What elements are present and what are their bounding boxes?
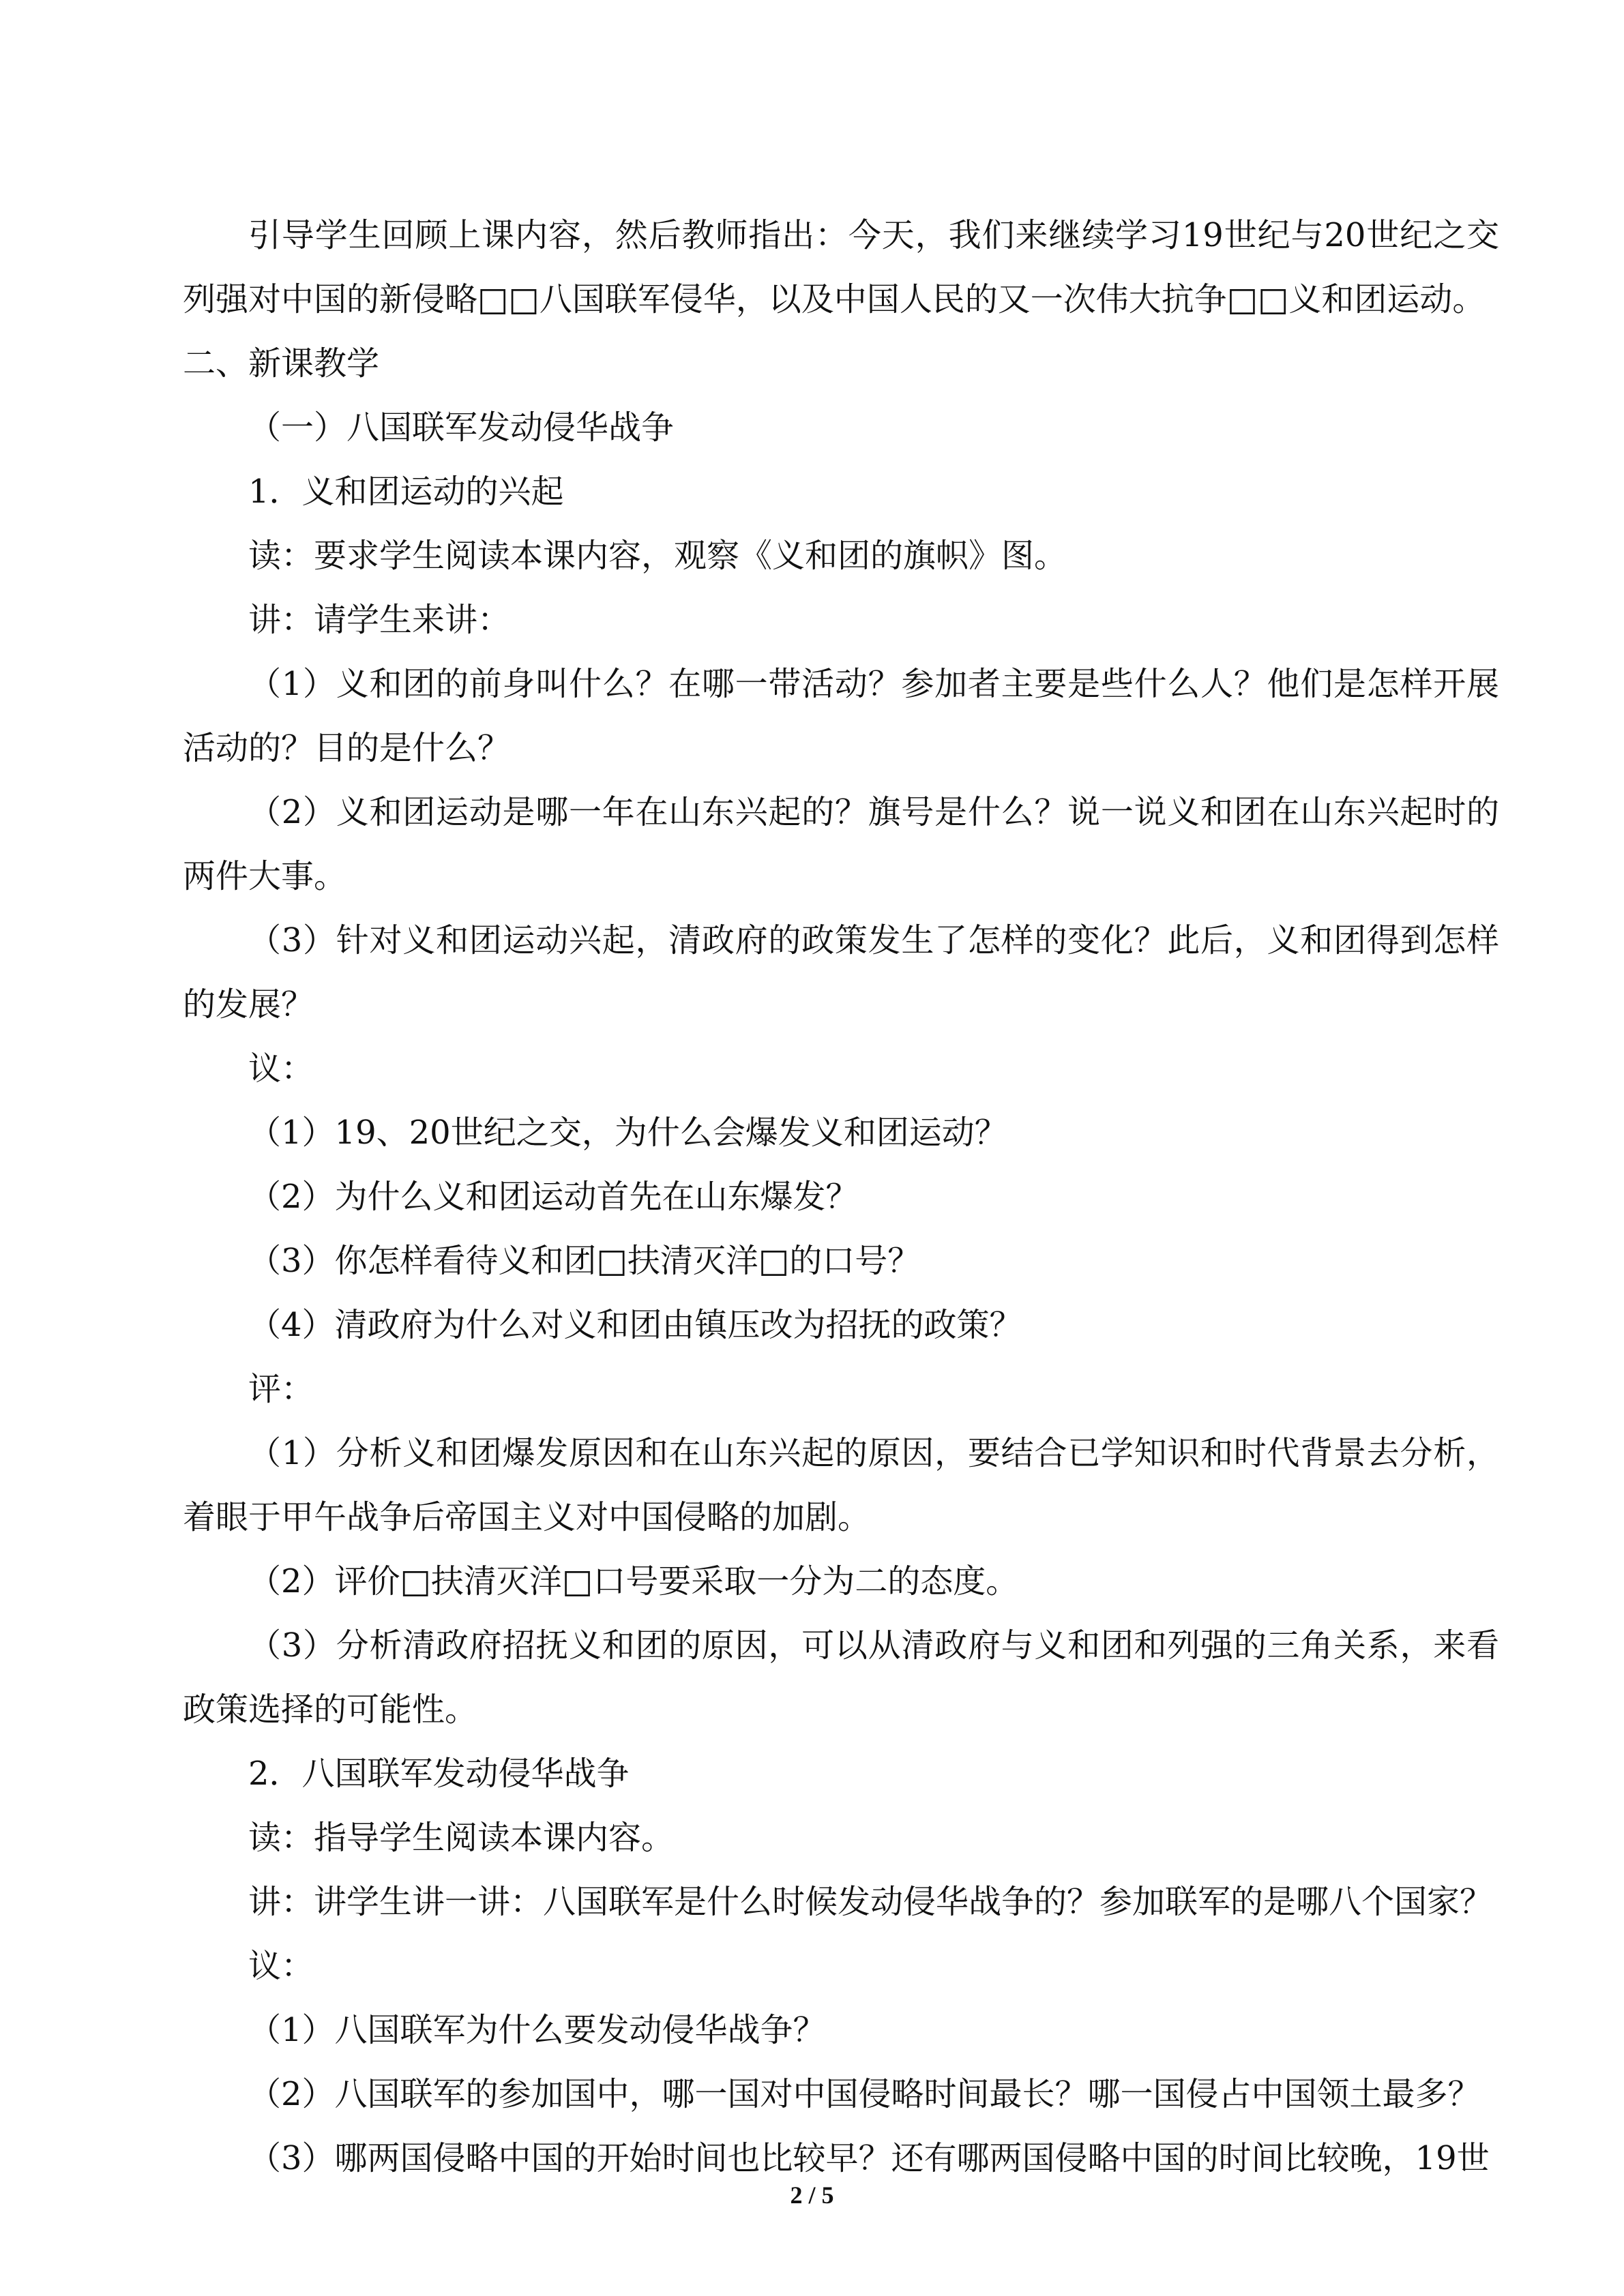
paragraph: 议： [248, 1947, 314, 1985]
paragraph: 讲：讲学生讲一讲：八国联军是什么时候发动侵华战争的？参加联军的是哪八个国家？ [248, 1883, 1493, 1921]
paragraph: （3）你怎样看待义和团□扶清灭洋□的口号？ [248, 1242, 921, 1280]
paragraph: 议： [248, 1049, 314, 1088]
paragraph: （1）八国联军为什么要发动侵华战争？ [248, 2011, 826, 2049]
paragraph: 讲：请学生来讲： [248, 601, 511, 639]
paragraph: （2）义和团运动是哪一年在山东兴起的？旗号是什么？说一说义和团在山东兴起时的两件大事。 [183, 793, 1499, 895]
paragraph: 引导学生回顾上课内容，然后教师指出：今天，我们来继续学习19世纪与20世纪之交列强对中国的新侵略□□八国联军侵华，以及中国人民的又一次伟大抗争□□义和团运动。 [183, 216, 1499, 318]
paragraph: （一）八国联军发动侵华战争 [248, 408, 675, 447]
paragraph: 读：指导学生阅读本课内容。 [248, 1819, 675, 1857]
body-text [183, 203, 1499, 2190]
paragraph: 评： [248, 1370, 314, 1408]
paragraph: （1）义和团的前身叫什么？在哪一带活动？参加者主要是些什么人？他们是怎样开展活动的？目的是什么？ [183, 665, 1499, 767]
paragraph: （2）八国联军的参加国中，哪一国对中国侵略时间最长？哪一国侵占中国领土最多？ [248, 2075, 1481, 2113]
paragraph: 2．八国联军发动侵华战争 [248, 1755, 630, 1793]
paragraph: （2）为什么义和团运动首先在山东爆发？ [248, 1178, 859, 1216]
paragraph: 二、新课教学 [183, 344, 380, 383]
paragraph: （2）评价□扶清灭洋□口号要采取一分为二的态度。 [248, 1562, 1019, 1600]
page-number: 2 / 5 [790, 2181, 834, 2209]
paragraph: （3）针对义和团运动兴起，清政府的政策发生了怎样的变化？此后，义和团得到怎样的发展？ [183, 921, 1499, 1024]
paragraph: （1）19、20世纪之交，为什么会爆发义和团运动？ [248, 1114, 1007, 1152]
paragraph: （3）哪两国侵略中国的开始时间也比较早？还有哪两国侵略中国的时间比较晚，19世 [248, 2139, 1490, 2177]
paragraph: （4）清政府为什么对义和团由镇压改为招抚的政策？ [248, 1306, 1022, 1344]
paragraph: （1）分析义和团爆发原因和在山东兴起的原因，要结合已学知识和时代背景去分析，着眼于甲午战争后帝国主义对中国侵略的加剧。 [183, 1434, 1499, 1536]
paragraph: 1．义和团运动的兴起 [248, 473, 564, 511]
paragraph: （3）分析清政府招抚义和团的原因，可以从清政府与义和团和列强的三角关系，来看政策选择的可能性。 [183, 1626, 1499, 1729]
paragraph: 读：要求学生阅读本课内容，观察《义和团的旗帜》图。 [248, 537, 1067, 575]
